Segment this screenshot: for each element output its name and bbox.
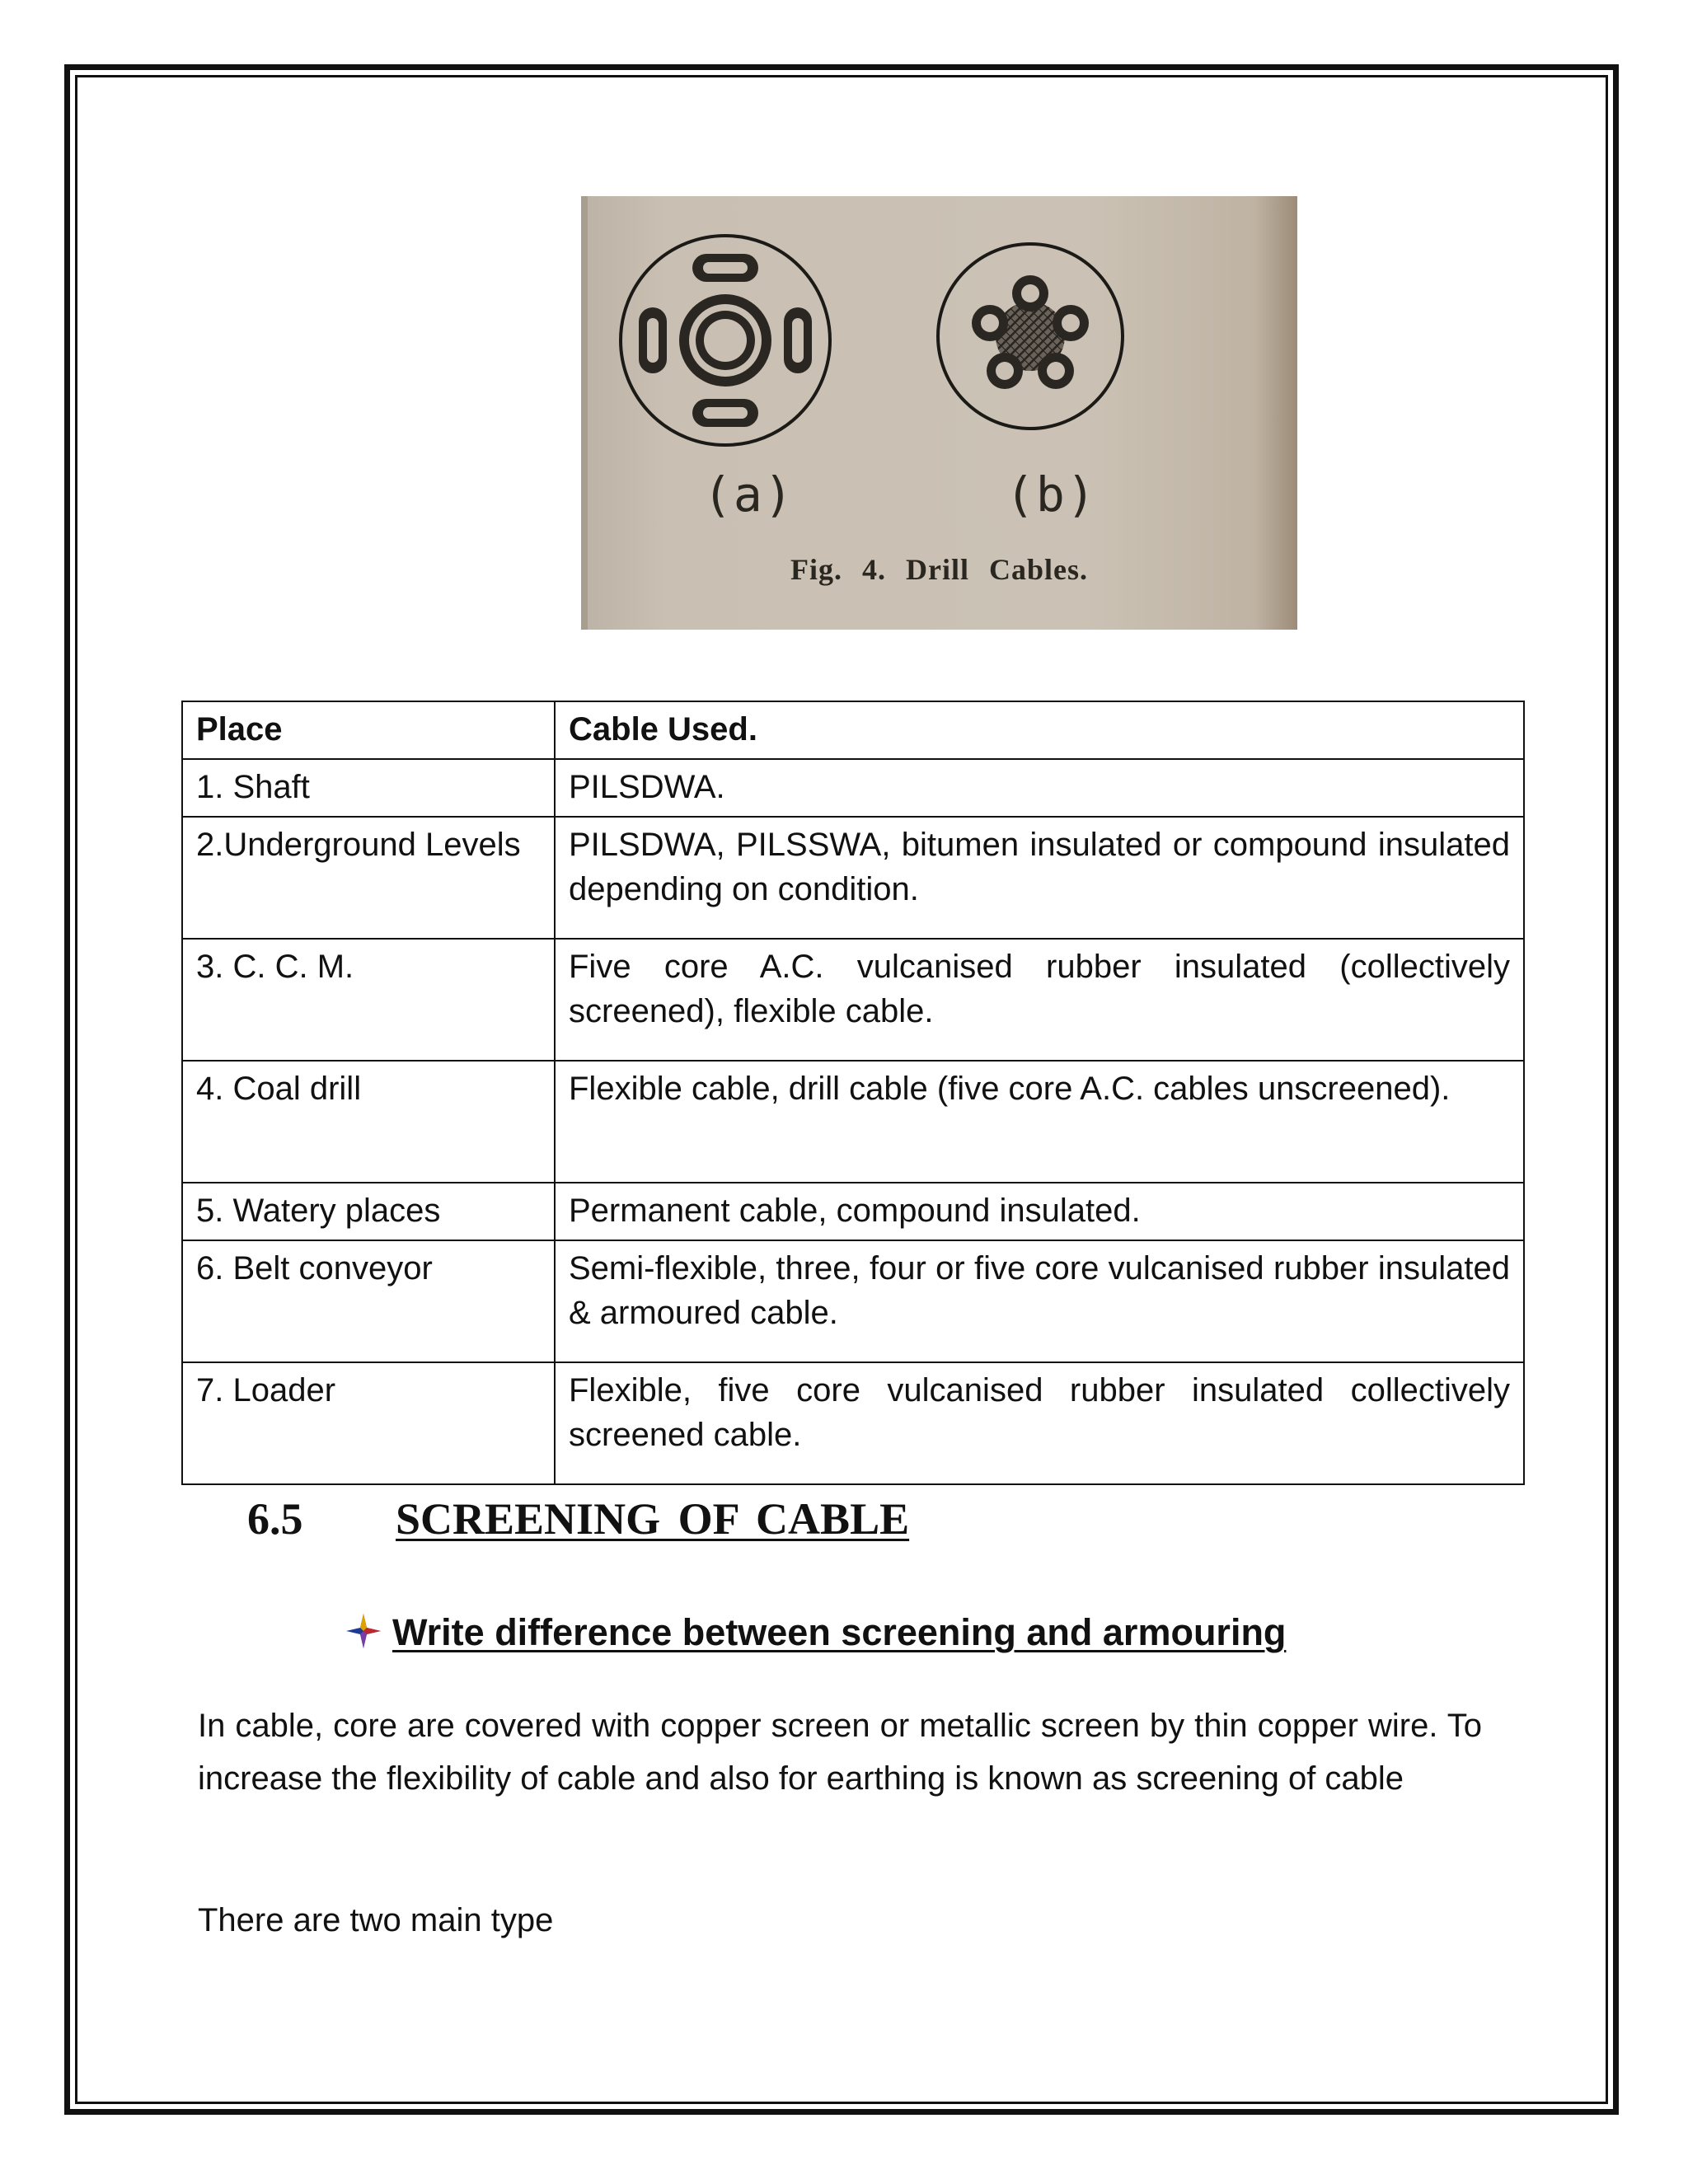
figure-caption: Fig. 4. Drill Cables. xyxy=(790,553,1088,586)
table-cell-cable: Permanent cable, compound insulated. xyxy=(555,1183,1524,1240)
table-row xyxy=(182,1183,1524,1240)
table-cell-place: 3. C. C. M. xyxy=(182,939,555,1061)
section-title: SCREENING OF CABLE xyxy=(396,1494,910,1544)
table-cell-place: 5. Watery places xyxy=(182,1183,555,1240)
section-heading xyxy=(247,1493,909,1544)
table-cell-cable: Flexible cable, drill cable (five core A.C. cables unscreened). xyxy=(555,1061,1524,1183)
table-row xyxy=(182,939,1524,1061)
cable-b-cross-section xyxy=(938,244,1123,429)
four-point-star-bullet-icon xyxy=(346,1614,381,1648)
table-header-cable-used: Cable Used. xyxy=(555,701,1524,759)
cable-usage-table xyxy=(181,701,1525,1485)
figure-label-b: (b) xyxy=(1006,466,1097,523)
table-cell-cable: Five core A.C. vulcanised rubber insulated (collectively screened), flexible cable. xyxy=(555,939,1524,1061)
table-row xyxy=(182,1061,1524,1183)
table-cell-place: 1. Shaft xyxy=(182,759,555,817)
table-cell-place: 7. Loader xyxy=(182,1362,555,1484)
cable-a-cross-section xyxy=(621,236,830,445)
table-cell-cable: PILSDWA. xyxy=(555,759,1524,817)
drill-cables-figure xyxy=(581,196,1297,630)
table-cell-place: 2.Underground Levels xyxy=(182,817,555,939)
question-heading xyxy=(346,1611,1286,1654)
table-cell-cable: Flexible, five core vulcanised rubber insulated collectively screened cable. xyxy=(555,1362,1524,1484)
table-header-row xyxy=(182,701,1524,759)
question-text: Write difference between screening and armouring xyxy=(392,1611,1287,1653)
table-cell-cable: Semi-flexible, three, four or five core vulcanised rubber insulated & armoured cable. xyxy=(555,1240,1524,1362)
table-cell-place: 4. Coal drill xyxy=(182,1061,555,1183)
table-cell-cable: PILSDWA, PILSSWA, bitumen insulated or compound insulated depending on condition. xyxy=(555,817,1524,939)
body-paragraph-types: There are two main type xyxy=(198,1902,554,1938)
section-number: 6.5 xyxy=(247,1494,303,1544)
body-paragraph-screening: In cable, core are covered with copper screen or metallic screen by thin copper wire. To increase the flexibility of cable and also for earthing is known as screening of cable xyxy=(198,1708,1482,1797)
table-row xyxy=(182,759,1524,817)
table-cell-place: 6. Belt conveyor xyxy=(182,1240,555,1362)
figure-label-a: (a) xyxy=(703,466,795,523)
table-header-place: Place xyxy=(182,701,555,759)
table-row xyxy=(182,817,1524,939)
table-row xyxy=(182,1240,1524,1362)
table-row xyxy=(182,1362,1524,1484)
